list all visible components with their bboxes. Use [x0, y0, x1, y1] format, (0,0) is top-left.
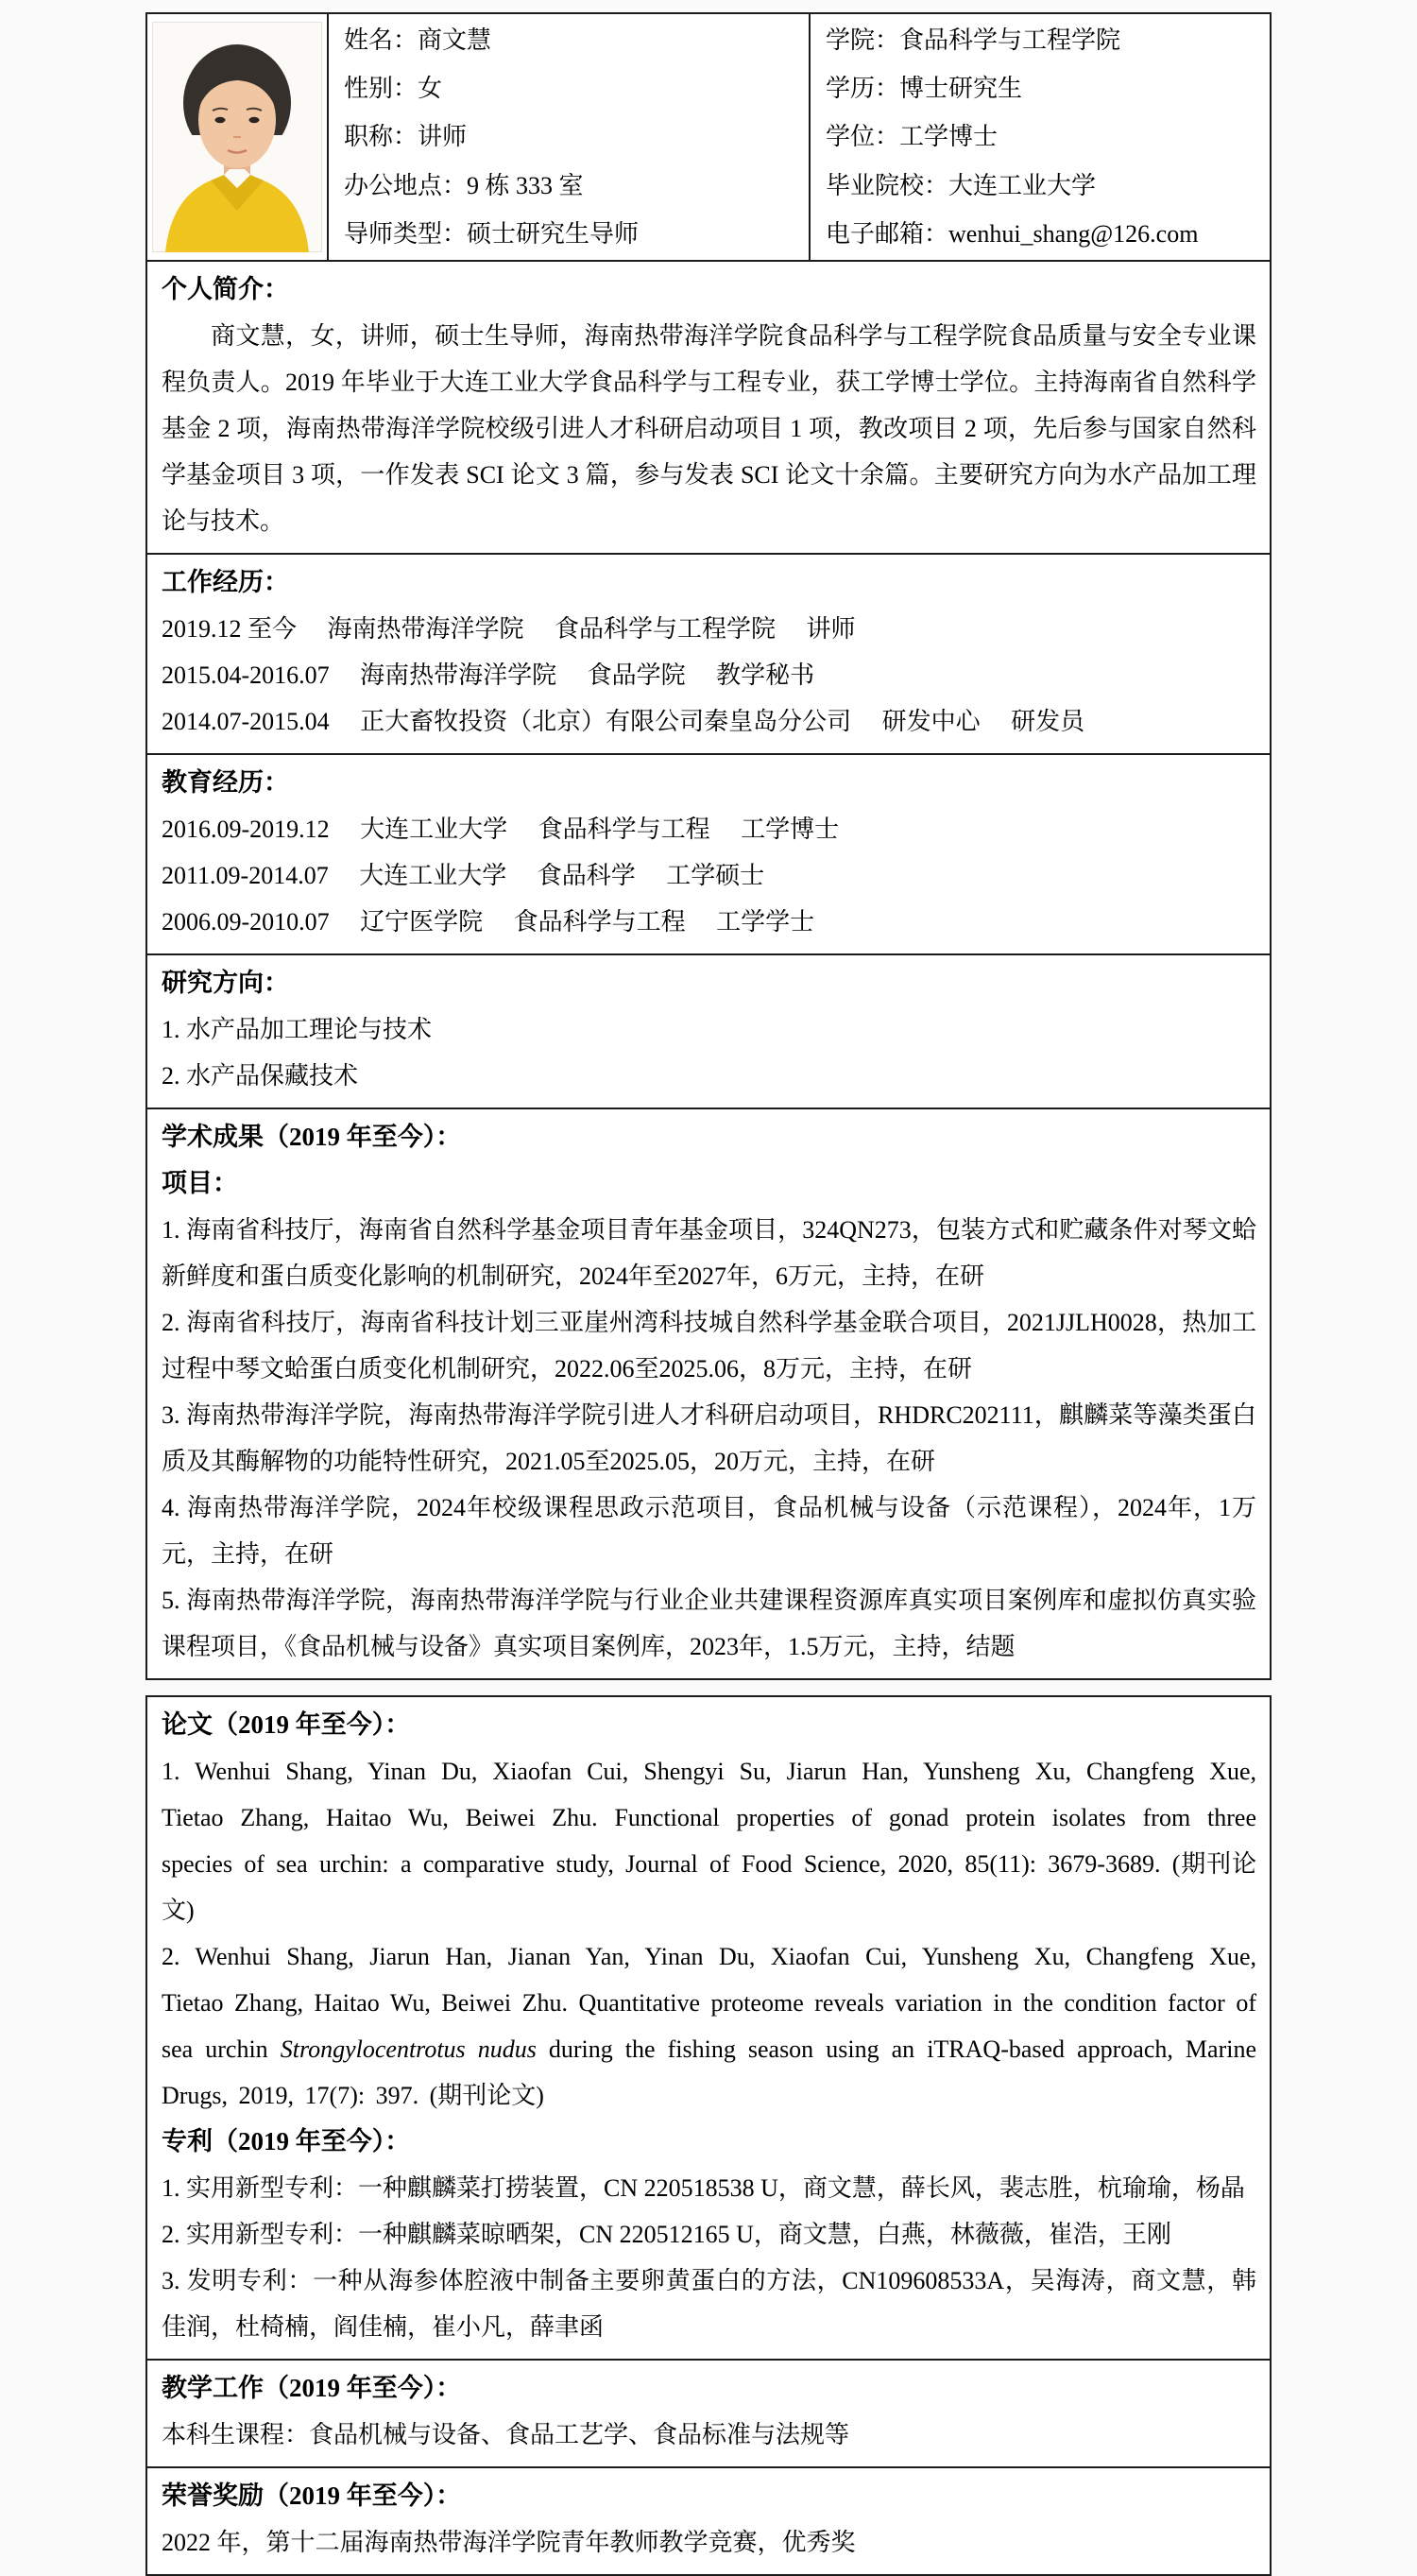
basic-info-right — [811, 14, 1270, 260]
profile-table — [145, 12, 1272, 1680]
section-intro — [147, 260, 1270, 553]
paper-item — [162, 1933, 1256, 2119]
paper-item: 1. Wenhui Shang, Yinan Du, Xiaofan Cui, Shengyi Su, Jiarun Han, Yunsheng Xu, Changfeng Xue, Tietao Zhang, Haitao Wu, Beiwei Zhu. Functional properties of gonad protein isolates from three species of sea urchin: a comparative study, Journal of Food Science, 2020, 85(11): 3679-3689. (期刊论文) — [162, 1758, 1256, 1924]
section-research-heading: 研究方向： — [162, 969, 289, 997]
publications-table — [145, 1695, 1272, 2576]
project-item: 5. 海南热带海洋学院，海南热带海洋学院与行业企业共建课程资源库真实项目案例库和虚拟仿真实验课程项目，《食品机械与设备》真实项目案例库，2023年，1.5万元，主持，结题 — [162, 1587, 1256, 1660]
honors-text: 2022 年，第十二届海南热带海洋学院青年教师教学竞赛，优秀奖 — [162, 2529, 856, 2556]
patent-item: 2. 实用新型专利：一种麒麟菜晾晒架，CN 220512165 U，商文慧，白燕，林薇薇，崔浩，王刚 — [162, 2221, 1171, 2248]
paper-text: during the fishing season using an iTRAQ-based approach, Marine Drugs, 2019, 17(7): 397. (期刊论文) — [162, 2035, 1256, 2109]
education-item: 2016.09-2019.12 大连工业大学 食品科学与工程 工学博士 — [162, 816, 840, 843]
photo-cell — [147, 14, 329, 260]
section-teaching — [147, 2359, 1270, 2466]
section-honors — [147, 2466, 1270, 2574]
field-label: 性别： — [344, 75, 418, 103]
field-value: 食品科学与工程学院 — [899, 26, 1121, 54]
section-papers-heading: 论文（2019 年至今）： — [162, 1710, 411, 1739]
section-teaching-heading: 教学工作（2019 年至今）： — [162, 2374, 462, 2402]
section-achievements-heading: 学术成果（2019 年至今）： — [162, 1123, 462, 1151]
work-item: 2019.12 至今 海南热带海洋学院 食品科学与工程学院 讲师 — [162, 615, 856, 643]
field-office — [344, 162, 795, 210]
paper-text: 2. Wenhui Shang, Jiarun Han, Jianan Yan, Yinan Du, Xiaofan Cui, Yunsheng Xu, Changfeng Xue, Tietao Zhang, Haitao Wu, Beiwei Zhu. Quantitative proteome reveals variation in the condition factor of sea urchin — [162, 1943, 1256, 2063]
field-value: 女 — [418, 75, 443, 103]
field-label: 导师类型： — [344, 219, 468, 248]
section-education-heading: 教育经历： — [162, 768, 289, 797]
teaching-text: 本科生课程：食品机械与设备、食品工艺学、食品标准与法规等 — [162, 2421, 850, 2448]
project-item: 3. 海南热带海洋学院，海南热带海洋学院引进人才科研启动项目，RHDRC202111，麒麟菜等藻类蛋白质及其酶解物的功能特性研究，2021.05至2025.05，20万元，主持，在研 — [162, 1401, 1256, 1475]
field-label: 办公地点： — [344, 171, 468, 199]
field-value: 工学博士 — [899, 123, 999, 151]
field-gender — [344, 64, 795, 112]
field-email — [826, 210, 1256, 258]
intro-text: 商文慧，女，讲师，硕士生导师，海南热带海洋学院食品科学与工程学院食品质量与安全专业课程负责人。2019 年毕业于大连工业大学食品科学与工程专业，获工学博士学位。主持海南省自然科学基金 2 项，海南热带海洋学院校级引进人才科研启动项目 1 项，教改项目 2 项，先后参与国家自然科学基金项目 3 项，一作发表 SCI 论文 3 篇，参与发表 SCI 论文十余篇。主要研究方向为水产品加工理论与技术。 — [162, 322, 1256, 535]
patent-item: 1. 实用新型专利：一种麒麟菜打捞装置，CN 220518538 U，商文慧，薛长风，裴志胜，杭瑜瑜，杨晶 — [162, 2174, 1245, 2202]
species-name-italic: Strongylocentrotus nudus — [280, 2035, 537, 2063]
projects-subheading: 项目： — [162, 1169, 238, 1197]
email-value: wenhui_shang@126.com — [948, 219, 1199, 248]
research-item: 2. 水产品保藏技术 — [162, 1062, 359, 1090]
field-value: 硕士研究生导师 — [467, 219, 640, 248]
field-college — [826, 16, 1256, 64]
field-label: 学院： — [826, 26, 900, 54]
research-item: 1. 水产品加工理论与技术 — [162, 1016, 433, 1043]
field-value: 商文慧 — [418, 26, 492, 54]
section-intro-heading: 个人简介： — [162, 275, 289, 303]
section-education — [147, 753, 1270, 953]
project-item: 1. 海南省科技厅，海南省自然科学基金项目青年基金项目，324QN273，包装方式和贮藏条件对琴文蛤新鲜度和蛋白质变化影响的机制研究，2024年至2027年，6万元，主持，在研 — [162, 1216, 1256, 1290]
work-item: 2014.07-2015.04 正大畜牧投资（北京）有限公司秦皇岛分公司 研发中心 研发员 — [162, 708, 1085, 735]
field-degree — [826, 112, 1256, 161]
section-work-heading: 工作经历： — [162, 568, 289, 596]
field-label: 姓名： — [344, 26, 418, 54]
field-label: 学历： — [826, 75, 900, 103]
section-achievements — [147, 1108, 1270, 1678]
field-label: 毕业院校： — [826, 171, 949, 199]
section-work — [147, 553, 1270, 753]
education-item: 2006.09-2010.07 辽宁医学院 食品科学与工程 工学学士 — [162, 908, 815, 936]
field-value: 9 栋 333 室 — [467, 171, 584, 199]
field-value: 博士研究生 — [899, 75, 1023, 103]
section-research — [147, 953, 1270, 1108]
project-item: 2. 海南省科技厅，海南省科技计划三亚崖州湾科技城自然科学基金联合项目，2021JJLH0028，热加工过程中琴文蛤蛋白质变化机制研究，2022.06至2025.06，8万元，主持，在研 — [162, 1309, 1256, 1382]
field-title — [344, 112, 795, 161]
profile-header-row — [147, 14, 1270, 260]
work-item: 2015.04-2016.07 海南热带海洋学院 食品学院 教学秘书 — [162, 661, 815, 689]
section-honors-heading: 荣誉奖励（2019 年至今）： — [162, 2482, 462, 2510]
education-item: 2011.09-2014.07 大连工业大学 食品科学 工学硕士 — [162, 862, 765, 889]
field-name — [344, 16, 795, 64]
field-label: 电子邮箱： — [826, 219, 949, 248]
field-label: 学位： — [826, 123, 900, 151]
field-label: 职称： — [344, 123, 418, 151]
field-value: 讲师 — [418, 123, 468, 151]
faculty-profile-page — [0, 12, 1417, 2556]
field-alma-mater — [826, 162, 1256, 210]
basic-info-left — [329, 14, 811, 260]
portrait-photo — [152, 22, 322, 252]
patent-item: 3. 发明专利：一种从海参体腔液中制备主要卵黄蛋白的方法，CN109608533A，吴海涛，商文慧，韩佳润，杜椅楠，阎佳楠，崔小凡，薛聿函 — [162, 2267, 1256, 2341]
section-patents-heading: 专利（2019 年至今）： — [162, 2127, 411, 2155]
field-education-level — [826, 64, 1256, 112]
project-item: 4. 海南热带海洋学院，2024年校级课程思政示范项目，食品机械与设备（示范课程），2024年，1万元，主持，在研 — [162, 1494, 1256, 1568]
section-papers-patents — [147, 1697, 1270, 2359]
field-value: 大连工业大学 — [948, 171, 1097, 199]
field-supervisor-type — [344, 210, 795, 258]
